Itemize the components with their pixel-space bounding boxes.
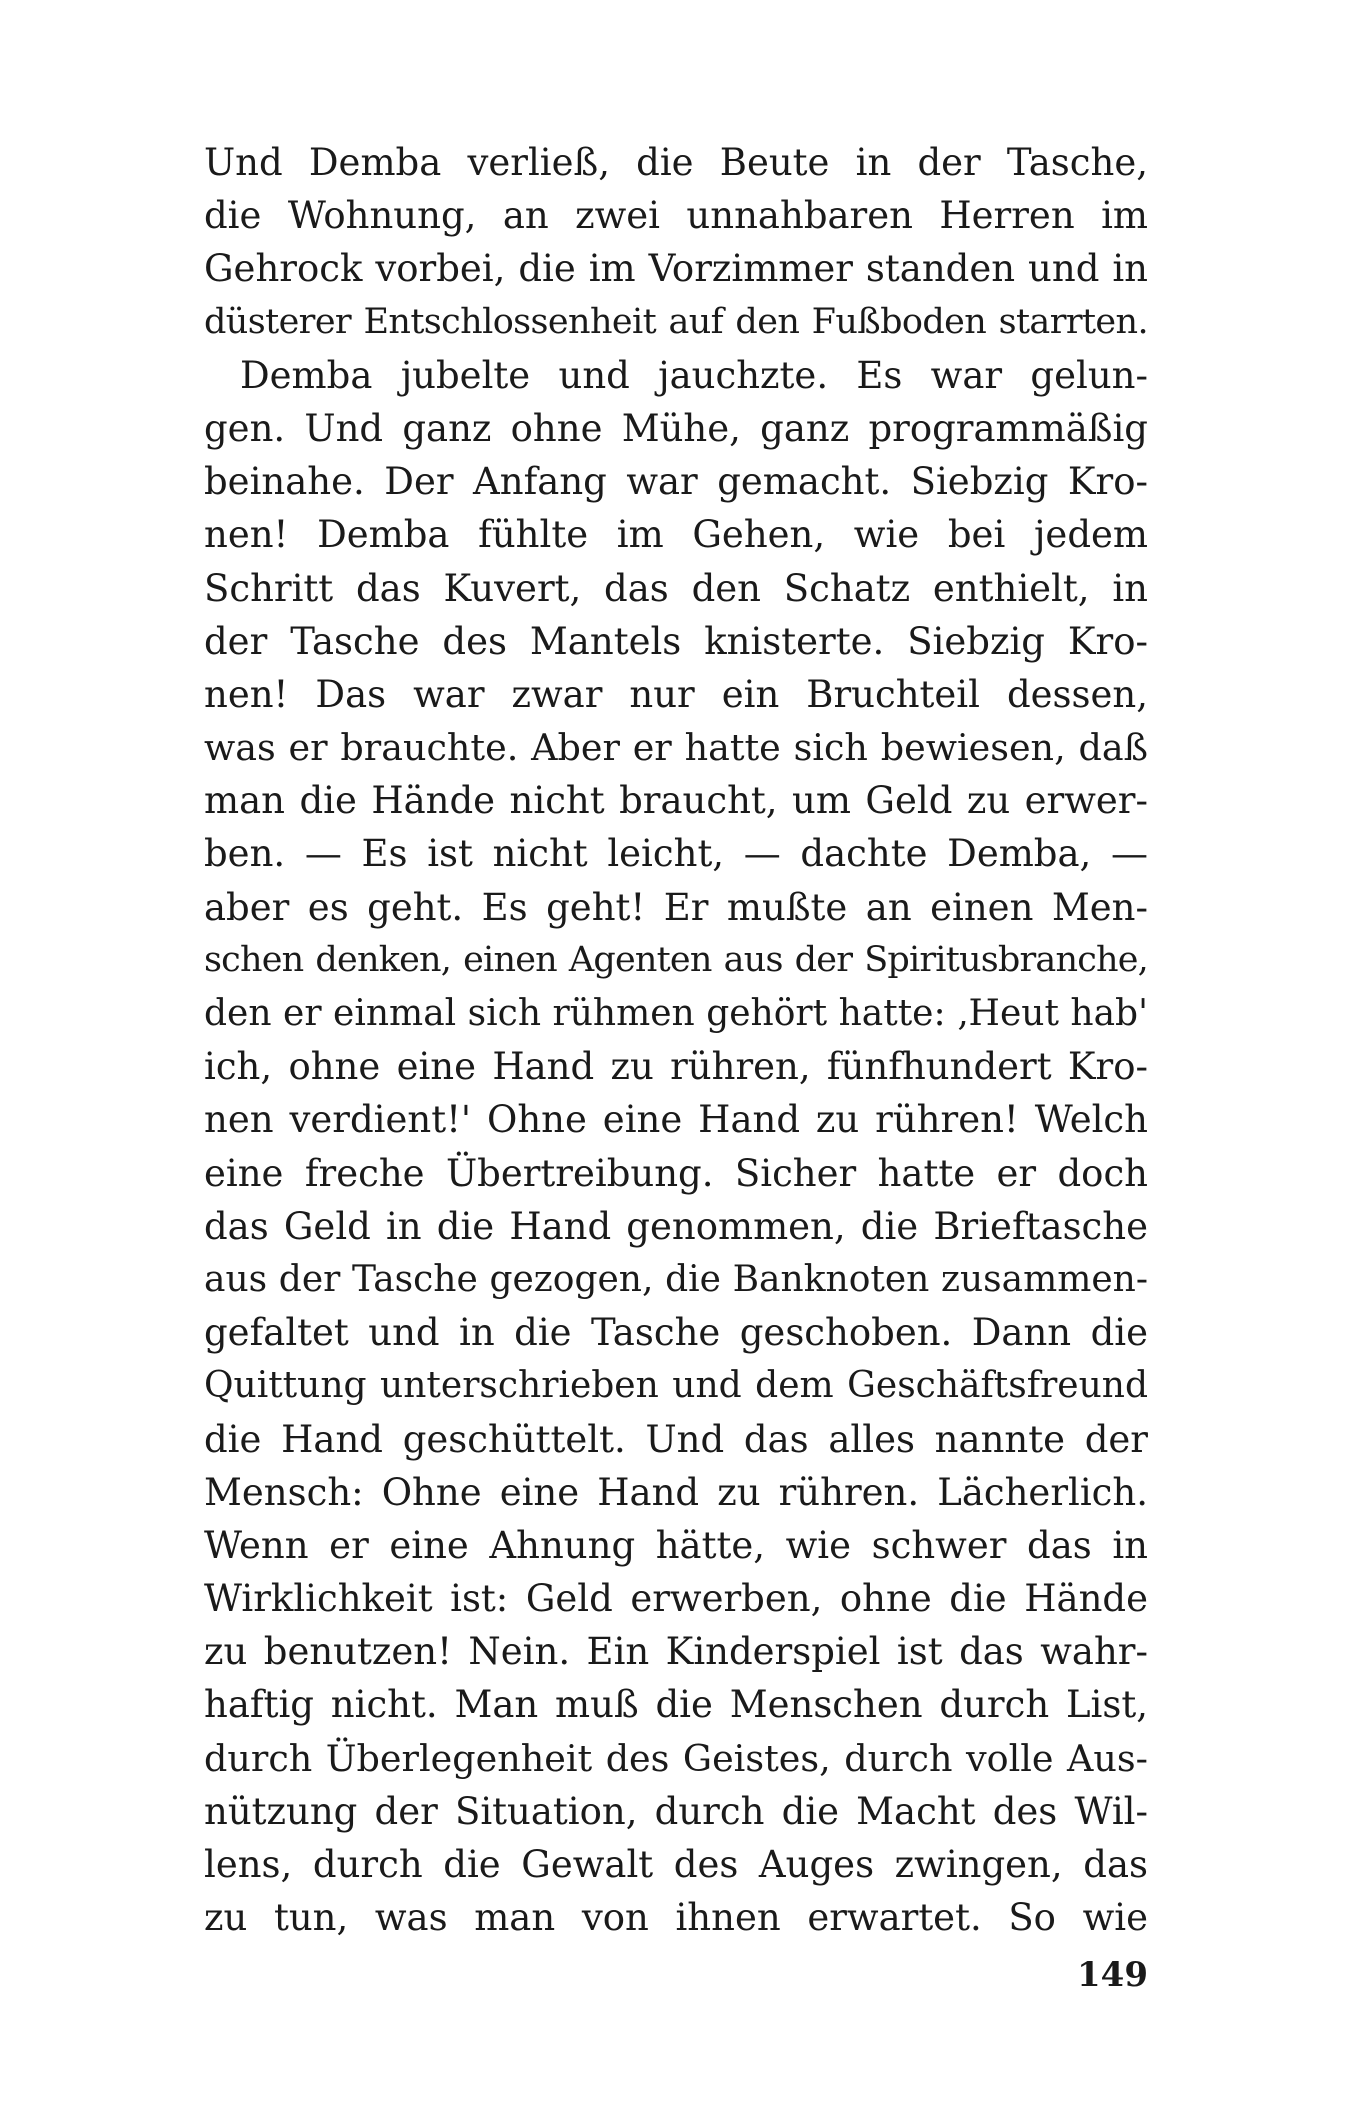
text-line-22: aus der Tasche gezogen, die Banknoten zusammen- [204,1258,1148,1300]
text-line-3: Gehrock vorbei, die im Vorzimmer standen und in [204,247,1148,291]
text-line-12: was er brauchte. Aber er hatte sich bewiesen, daß [204,726,1148,770]
text-line-25: die Hand geschüttelt. Und das alles nannte der [204,1417,1148,1461]
text-line-26: Mensch: Ohne eine Hand zu rühren. Lächerlich. [204,1470,1148,1514]
text-line-4: düsterer Entschlossenheit auf den Fußboden starrten. [204,301,1148,342]
text-line-15: aber es geht. Es geht! Er mußte an einen Men- [204,885,1148,929]
text-line-20: eine freche Übertreibung. Sicher hatte er doch [204,1151,1148,1195]
text-line-30: haftig nicht. Man muß die Menschen durch List, [204,1683,1148,1727]
text-line-29: zu benutzen! Nein. Ein Kinderspiel ist das wahr- [204,1630,1148,1674]
text-line-27: Wenn er eine Ahnung hätte, wie schwer das in [204,1523,1148,1567]
text-line-6: gen. Und ganz ohne Mühe, ganz programmäßig [204,406,1148,450]
text-line-16: schen denken, einen Agenten aus der Spiritusbranche, [204,939,1148,980]
text-line-34: zu tun, was man von ihnen erwartet. So wie [204,1896,1148,1940]
text-line-19: nen verdient!' Ohne eine Hand zu rühren! Welch [204,1098,1148,1142]
text-line-13: man die Hände nicht braucht, um Geld zu erwer- [204,779,1148,823]
text-line-7: beinahe. Der Anfang war gemacht. Siebzig Kro- [204,460,1148,504]
text-line-24: Quittung unterschrieben und dem Geschäftsfreund [204,1365,1148,1407]
text-line-18: ich, ohne eine Hand zu rühren, fünfhundert Kro- [204,1045,1148,1089]
text-line-28: Wirklichkeit ist: Geld erwerben, ohne die Hände [204,1577,1148,1621]
text-line-8: nen! Demba fühlte im Gehen, wie bei jedem [204,513,1148,557]
text-line-5: Demba jubelte und jauchzte. Es war gelun- [240,353,1148,397]
text-line-2: die Wohnung, an zwei unnahbaren Herren im [204,194,1148,238]
text-line-31: durch Überlegenheit des Geistes, durch volle Aus- [204,1736,1148,1780]
text-line-9: Schritt das Kuvert, das den Schatz enthielt, in [204,566,1148,610]
text-line-33: lens, durch die Gewalt des Auges zwingen, das [204,1843,1148,1886]
body-text [204,136,1148,1944]
text-line-23: gefaltet und in die Tasche geschoben. Dann die [204,1311,1148,1355]
text-line-14: ben. — Es ist nicht leicht, — dachte Demba, — [204,832,1148,876]
page-number: 149 [1077,1955,1148,1995]
text-line-11: nen! Das war zwar nur ein Bruchteil dessen, [204,672,1148,716]
text-line-32: nützung der Situation, durch die Macht des Wil- [204,1789,1148,1833]
text-line-10: der Tasche des Mantels knisterte. Siebzig Kro- [204,619,1148,663]
text-line-21: das Geld in die Hand genommen, die Brieftasche [204,1204,1148,1248]
text-line-1: Und Demba verließ, die Beute in der Tasche, [204,141,1148,184]
text-line-17: den er einmal sich rühmen gehört hatte: ‚Heut hab' [204,993,1148,1034]
